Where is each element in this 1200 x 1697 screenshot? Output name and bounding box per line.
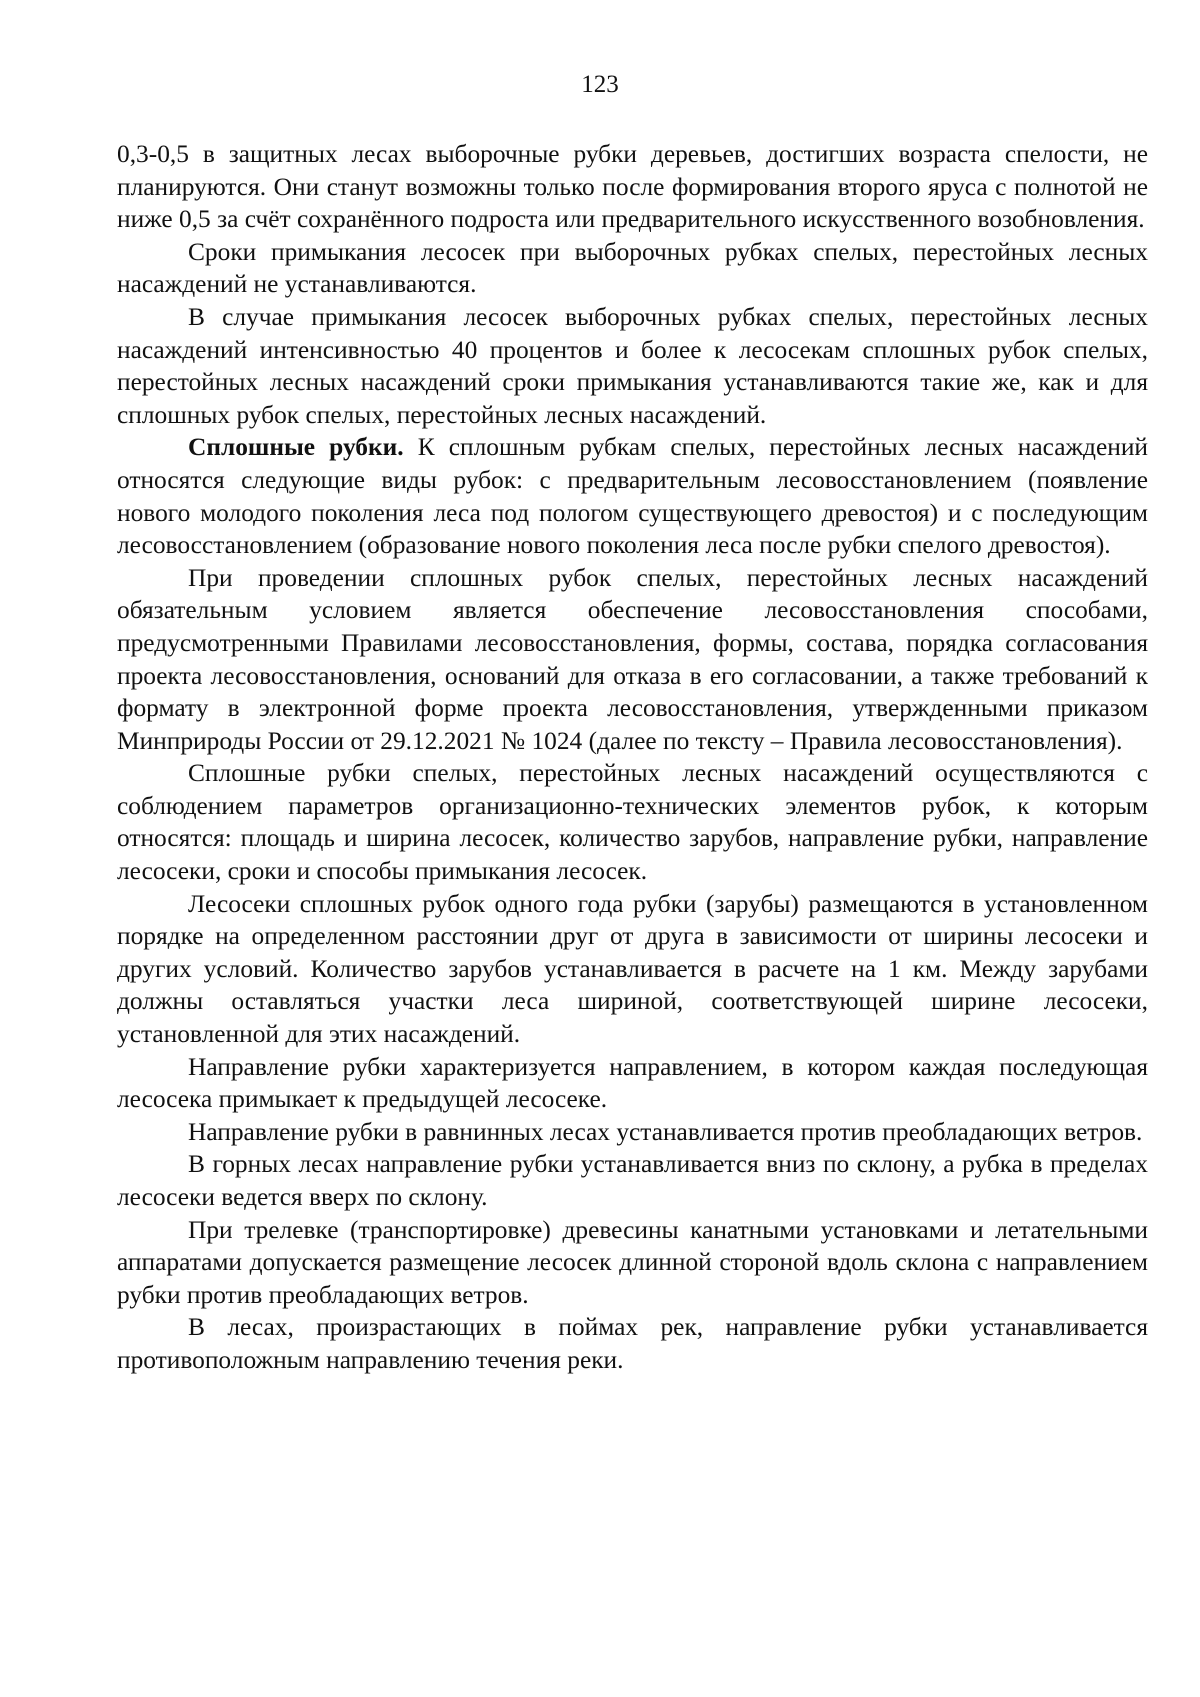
paragraph: При трелевке (транспортировке) древесины канатными установками и летательными аппаратами допускается размещение лесосек длинной стороной вдоль склона с направлением рубки против преобладающих ветров.	[117, 1215, 1148, 1309]
paragraph: Направление рубки характеризуется направлением, в котором каждая последующая лесосека примыкает к предыдущей лесосеке.	[117, 1052, 1148, 1114]
paragraph: Лесосеки сплошных рубок одного года рубки (зарубы) размещаются в установленном порядке на определенном расстоянии друг от друга в зависимости от ширины лесосеки и других условий. Количество зарубов устанавливается в расчете на 1 км. Между зарубами должны оставляться участки леса шириной, соответствующей ширине лесосеки, установленной для этих насаждений.	[117, 889, 1148, 1049]
paragraph: Сплошные рубки спелых, перестойных лесных насаждений осуществляются с соблюдением параметров организационно-технических элементов рубок, к которым относятся: площадь и ширина лесосек, количество зарубов, направление рубки, направление лесосеки, сроки и способы примыкания лесосек.	[117, 759, 1148, 886]
paragraph-continuation: 0,3-0,5 в защитных лесах выборочные рубки деревьев, достигших возраста спелости, не планируются. Они станут возможны только после формирования второго яруса с полнотой не ниже 0,5 за счёт сохранённого подроста или предварительного искусственного возобновления.	[117, 140, 1148, 234]
paragraph: Направление рубки в равнинных лесах устанавливается против преобладающих ветров.	[188, 1117, 1143, 1146]
paragraph: При проведении сплошных рубок спелых, перестойных лесных насаждений обязательным условием является обеспечение лесовосстановления способами, предусмотренными Правилами лесовосстановления, формы, состава, порядка согласования проекта лесовосстановления, оснований для отказа в его согласовании, а также требований к формату в электронной форме проекта лесовосстановления, утвержденными приказом Минприроды России от 29.12.2021 № 1024 (далее по тексту – Правила лесовосстановления).	[117, 563, 1148, 755]
page-number: 123	[581, 71, 619, 98]
paragraph: В горных лесах направление рубки устанавливается вниз по склону, а рубка в пределах лесосеки ведется вверх по склону.	[117, 1150, 1148, 1211]
document-body	[117, 138, 1148, 1377]
paragraph-clearcut	[117, 431, 1148, 561]
paragraph: В случае примыкания лесосек выборочных рубках спелых, перестойных лесных насаждений интенсивностью 40 процентов и более к лесосекам сплошных рубок спелых, перестойных лесных насаждений сроки примыкания устанавливаются такие же, как и для сплошных рубок спелых, перестойных лесных насаждений.	[117, 302, 1148, 429]
paragraph: Сроки примыкания лесосек при выборочных рубках спелых, перестойных лесных насаждений не устанавливаются.	[117, 237, 1148, 299]
paragraph: В лесах, произрастающих в поймах рек, направление рубки устанавливается противоположным направлению течения реки.	[117, 1313, 1148, 1374]
paragraph-text: К сплошным рубкам спелых, перестойных лесных насаждений относятся следующие виды рубок: с предварительным лесовосстановлением (появление нового молодого поколения леса под пологом существующего древостоя) и с последующим лесовосстановлением (образование нового поколения леса после рубки спелого древостоя).	[117, 433, 1148, 560]
section-heading-clearcut: Сплошные рубки.	[188, 433, 404, 462]
